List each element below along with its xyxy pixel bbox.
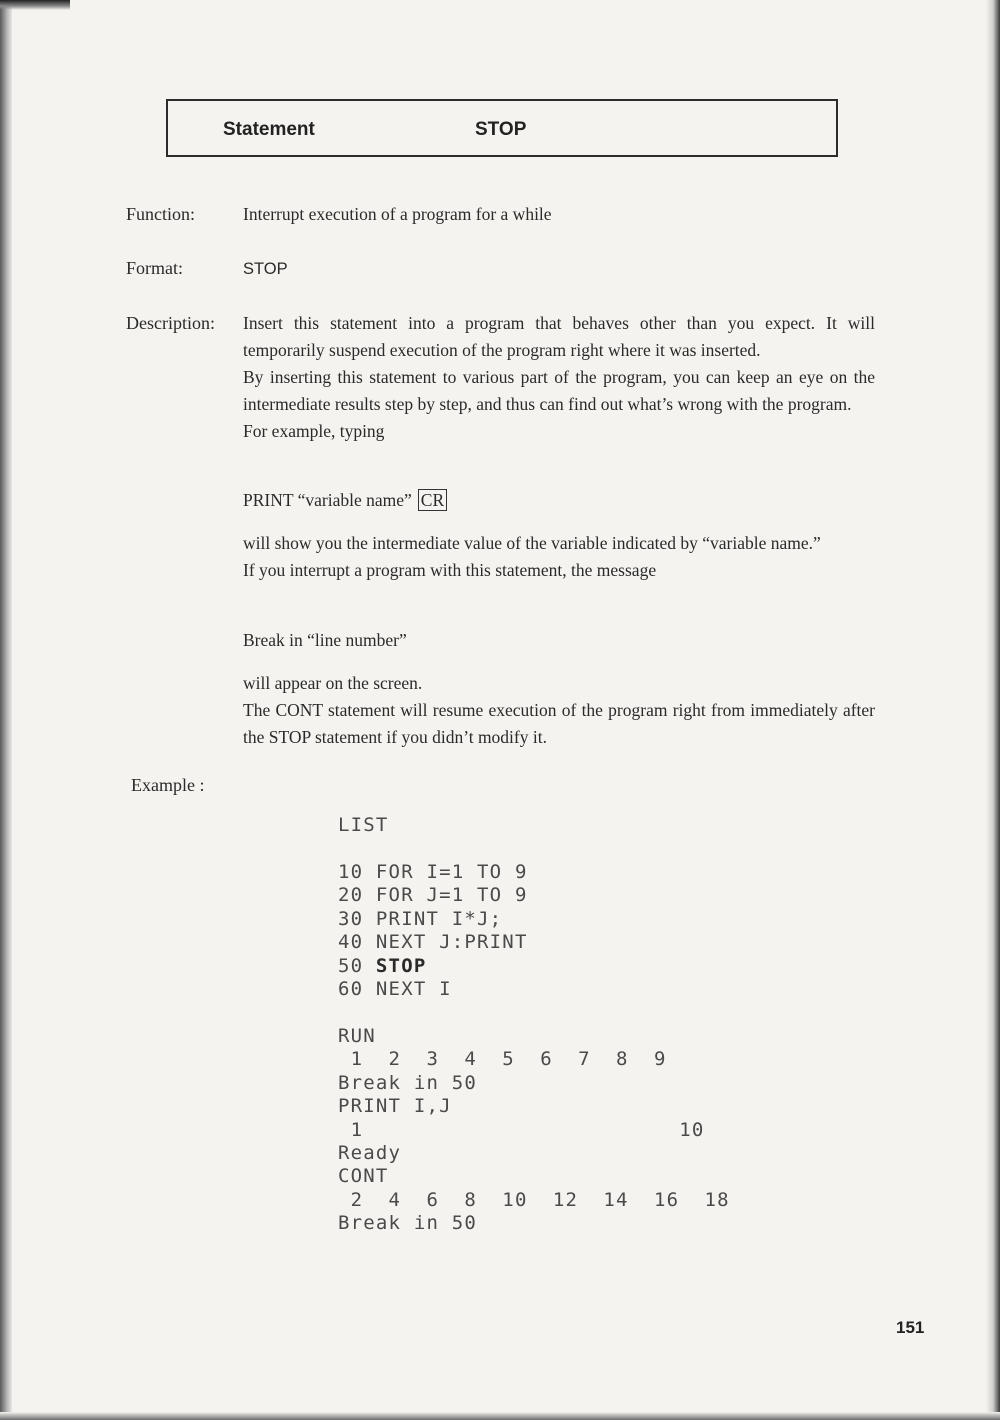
code-line: LIST [338, 814, 389, 836]
command-text: PRINT “variable name” [243, 490, 412, 510]
statement-header-box [166, 99, 838, 157]
page-edge-bottom [0, 1412, 1000, 1420]
page-edge-right [986, 0, 1000, 1420]
line-number: 50 [338, 954, 376, 977]
code-line: 60 NEXT I [338, 978, 452, 1001]
description-paragraph: By inserting this statement to various part of the program, you can keep an eye on the intermediate results step by step, and thus can find out what’s wrong with the program. [243, 367, 875, 414]
description-block [243, 310, 875, 445]
code-line: RUN [338, 1025, 376, 1047]
code-line: 30 PRINT I*J; [338, 907, 503, 930]
format-text: STOP [243, 260, 288, 278]
description-paragraph: Insert this statement into a program that behaves other than you expect. It will temporarily suspend execution of the program right where it was inserted. [243, 313, 875, 360]
binding-shadow [0, 0, 12, 1420]
binding-corner [0, 0, 70, 10]
function-label: Function: [126, 204, 196, 224]
code-line: 20 FOR J=1 TO 9 [338, 884, 528, 907]
code-line: 1 2 3 4 5 6 7 8 9 [338, 1048, 667, 1071]
description-paragraph: If you interrupt a program with this statement, the message [243, 560, 657, 580]
description-paragraph: will show you the intermediate value of the variable indicated by “variable name.” [243, 533, 821, 553]
example-run-output [338, 1025, 758, 1236]
format-label: Format: [126, 258, 183, 278]
example-code-list [338, 814, 758, 837]
code-line-stop [338, 955, 758, 978]
code-line: Break in 50 [338, 1071, 478, 1094]
code-line: 10 FOR I=1 TO 9 [338, 861, 528, 883]
code-line: PRINT I,J [338, 1095, 452, 1118]
description-paragraph: For example, typing [243, 421, 385, 441]
code-line: Ready [338, 1142, 402, 1165]
break-message: Break in “line number” [243, 630, 407, 650]
description-block-3 [243, 670, 875, 751]
code-line: 1 10 [338, 1118, 705, 1141]
code-line: 2 4 6 8 10 12 14 16 18 [338, 1188, 730, 1211]
cr-key-box: CR [418, 489, 447, 511]
code-line: Break in 50 [338, 1212, 478, 1235]
page-number: 151 [896, 1318, 925, 1337]
header-kind: Statement [223, 119, 315, 140]
command-example [243, 487, 875, 514]
description-label: Description: [126, 313, 215, 333]
description-paragraph: will appear on the screen. [243, 673, 423, 693]
stop-keyword: STOP [375, 954, 427, 977]
code-line: 40 NEXT J:PRINT [338, 931, 528, 954]
code-line: CONT [338, 1165, 389, 1188]
header-statement-name: STOP [475, 119, 527, 140]
description-block-2 [243, 530, 875, 584]
description-paragraph: The CONT statement will resume execution of the program right from immediately after the STOP statement if you didn’t modify it. [243, 700, 875, 747]
example-program [338, 861, 758, 1001]
example-label: Example : [131, 775, 205, 795]
function-text: Interrupt execution of a program for a while [243, 204, 552, 224]
